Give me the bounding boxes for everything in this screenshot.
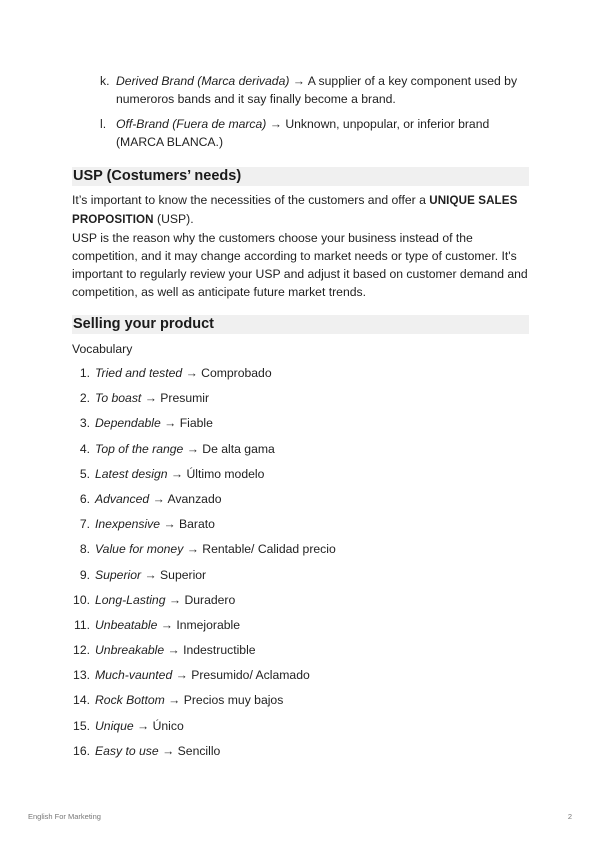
list-number: 11. (73, 617, 90, 632)
vocab-translation: Avanzado (167, 491, 222, 506)
vocab-translation: Presumir (160, 391, 210, 406)
usp-body (72, 191, 532, 301)
list-item (60, 591, 520, 616)
brand-term: Off-Brand (Fuera de marca) (116, 117, 267, 131)
brand-description: A supplier of a key component used by numeroros bands and it say finally become a brand. (116, 74, 518, 106)
list-item (60, 515, 520, 540)
vocab-term: Unique (95, 718, 134, 733)
list-number: 1. (79, 366, 90, 380)
vocab-term: Advanced (95, 491, 150, 506)
list-item (60, 389, 520, 414)
vocab-term: Value for money (95, 542, 184, 557)
list-item (60, 742, 520, 767)
vocab-translation: Presumido/ Aclamado (191, 668, 310, 683)
list-item (60, 717, 520, 742)
page-number: 2 (567, 812, 572, 821)
vocab-translation: Indestructible (183, 643, 256, 658)
arrow-icon: → (163, 517, 176, 532)
vocab-translation: Inmejorable (176, 617, 240, 632)
list-item (60, 440, 520, 465)
arrow-icon: → (167, 643, 180, 658)
arrow-icon: → (144, 567, 157, 582)
vocab-translation: Barato (179, 517, 215, 532)
list-number: 12. (73, 643, 90, 658)
list-number: 6. (79, 491, 90, 506)
list-number: 7. (79, 517, 90, 532)
list-number: 4. (79, 441, 90, 456)
list-item (60, 691, 520, 716)
list-number: 15. (73, 718, 90, 733)
usp-text-end: (USP). (153, 212, 194, 226)
vocab-term: Dependable (95, 416, 161, 431)
list-marker: k. (100, 74, 110, 88)
vocab-term: Long-Lasting (95, 592, 166, 607)
arrow-icon: → (162, 743, 175, 758)
arrow-icon: → (144, 391, 157, 406)
list-item (60, 616, 520, 641)
list-item (60, 566, 520, 591)
vocab-translation: Precios muy bajos (183, 693, 284, 708)
vocab-translation: Duradero (184, 592, 236, 607)
vocab-term: Rock Bottom (95, 693, 165, 708)
vocab-term: Much-vaunted (95, 668, 173, 683)
list-item (60, 666, 520, 691)
arrow-icon: → (164, 416, 177, 431)
arrow-icon: → (152, 491, 165, 506)
vocab-translation: Rentable/ Calidad precio (202, 542, 336, 557)
vocab-translation: Comprobado (201, 366, 272, 380)
list-number: 13. (73, 668, 90, 683)
usp-paragraph-1 (72, 191, 532, 229)
vocab-translation: Único (152, 718, 184, 733)
arrow-icon: → (168, 693, 181, 708)
arrow-icon: → (186, 542, 199, 557)
brand-description: Unknown, unpopular, or inferior brand (MARCA BLANCA.) (116, 117, 490, 149)
list-number: 8. (79, 542, 90, 557)
list-number: 10. (73, 592, 90, 607)
list-number: 16. (73, 743, 90, 758)
usp-bold-term: UNIQUE SALES PROPOSITION (72, 194, 518, 226)
selling-heading: Selling your product (72, 315, 529, 334)
brand-type-list (100, 72, 540, 158)
vocab-term: Inexpensive (95, 517, 161, 532)
list-item (60, 641, 520, 666)
arrow-icon: → (168, 592, 182, 607)
vocab-translation: Último modelo (186, 466, 265, 481)
vocabulary-list (60, 364, 520, 767)
list-number: 2. (79, 391, 90, 406)
vocab-term: Latest design (95, 466, 168, 481)
arrow-icon: → (160, 617, 173, 632)
brand-term: Derived Brand (Marca derivada) (116, 74, 290, 88)
arrow-icon: → (269, 117, 282, 131)
arrow-icon: → (185, 366, 198, 380)
vocab-translation: Superior (160, 567, 207, 582)
footer-title: English For Marketing (28, 812, 101, 821)
vocab-translation: Fiable (179, 416, 213, 431)
arrow-icon: → (170, 466, 184, 481)
vocab-translation: De alta gama (202, 441, 275, 456)
list-marker: l. (100, 117, 107, 131)
arrow-icon: → (175, 668, 188, 683)
list-number: 5. (79, 466, 90, 481)
vocab-term: Tried and tested (95, 366, 183, 380)
list-item (100, 115, 540, 151)
arrow-icon: → (137, 718, 150, 733)
vocab-term: Unbeatable (95, 617, 158, 632)
list-number: 14. (73, 693, 90, 708)
arrow-icon: → (186, 441, 199, 456)
list-item (60, 465, 520, 490)
vocab-term: Superior (95, 567, 142, 582)
list-number: 3. (79, 416, 90, 431)
vocab-term: Easy to use (95, 743, 159, 758)
vocab-term: Unbreakable (95, 643, 165, 658)
usp-heading: USP (Costumers’ needs) (72, 167, 529, 186)
vocab-term: Top of the range (95, 441, 184, 456)
list-item (60, 540, 520, 565)
list-item (60, 490, 520, 515)
usp-text: It’s important to know the necessities of the customers and offer a (72, 193, 430, 207)
usp-paragraph-2: USP is the reason why the customers choose your business instead of the competition, and it may change according to market needs or type of customer. It's important to regularly review your USP and adjust it based on customer demand and competition, as well as anticipate future market trends. (72, 231, 528, 299)
list-item (100, 72, 540, 108)
vocabulary-label: Vocabulary (72, 342, 133, 356)
list-item (60, 364, 520, 389)
list-number: 9. (79, 567, 90, 582)
vocab-translation: Sencillo (177, 743, 221, 758)
arrow-icon: → (292, 74, 305, 88)
list-item (60, 414, 520, 439)
vocab-term: To boast (95, 391, 142, 406)
